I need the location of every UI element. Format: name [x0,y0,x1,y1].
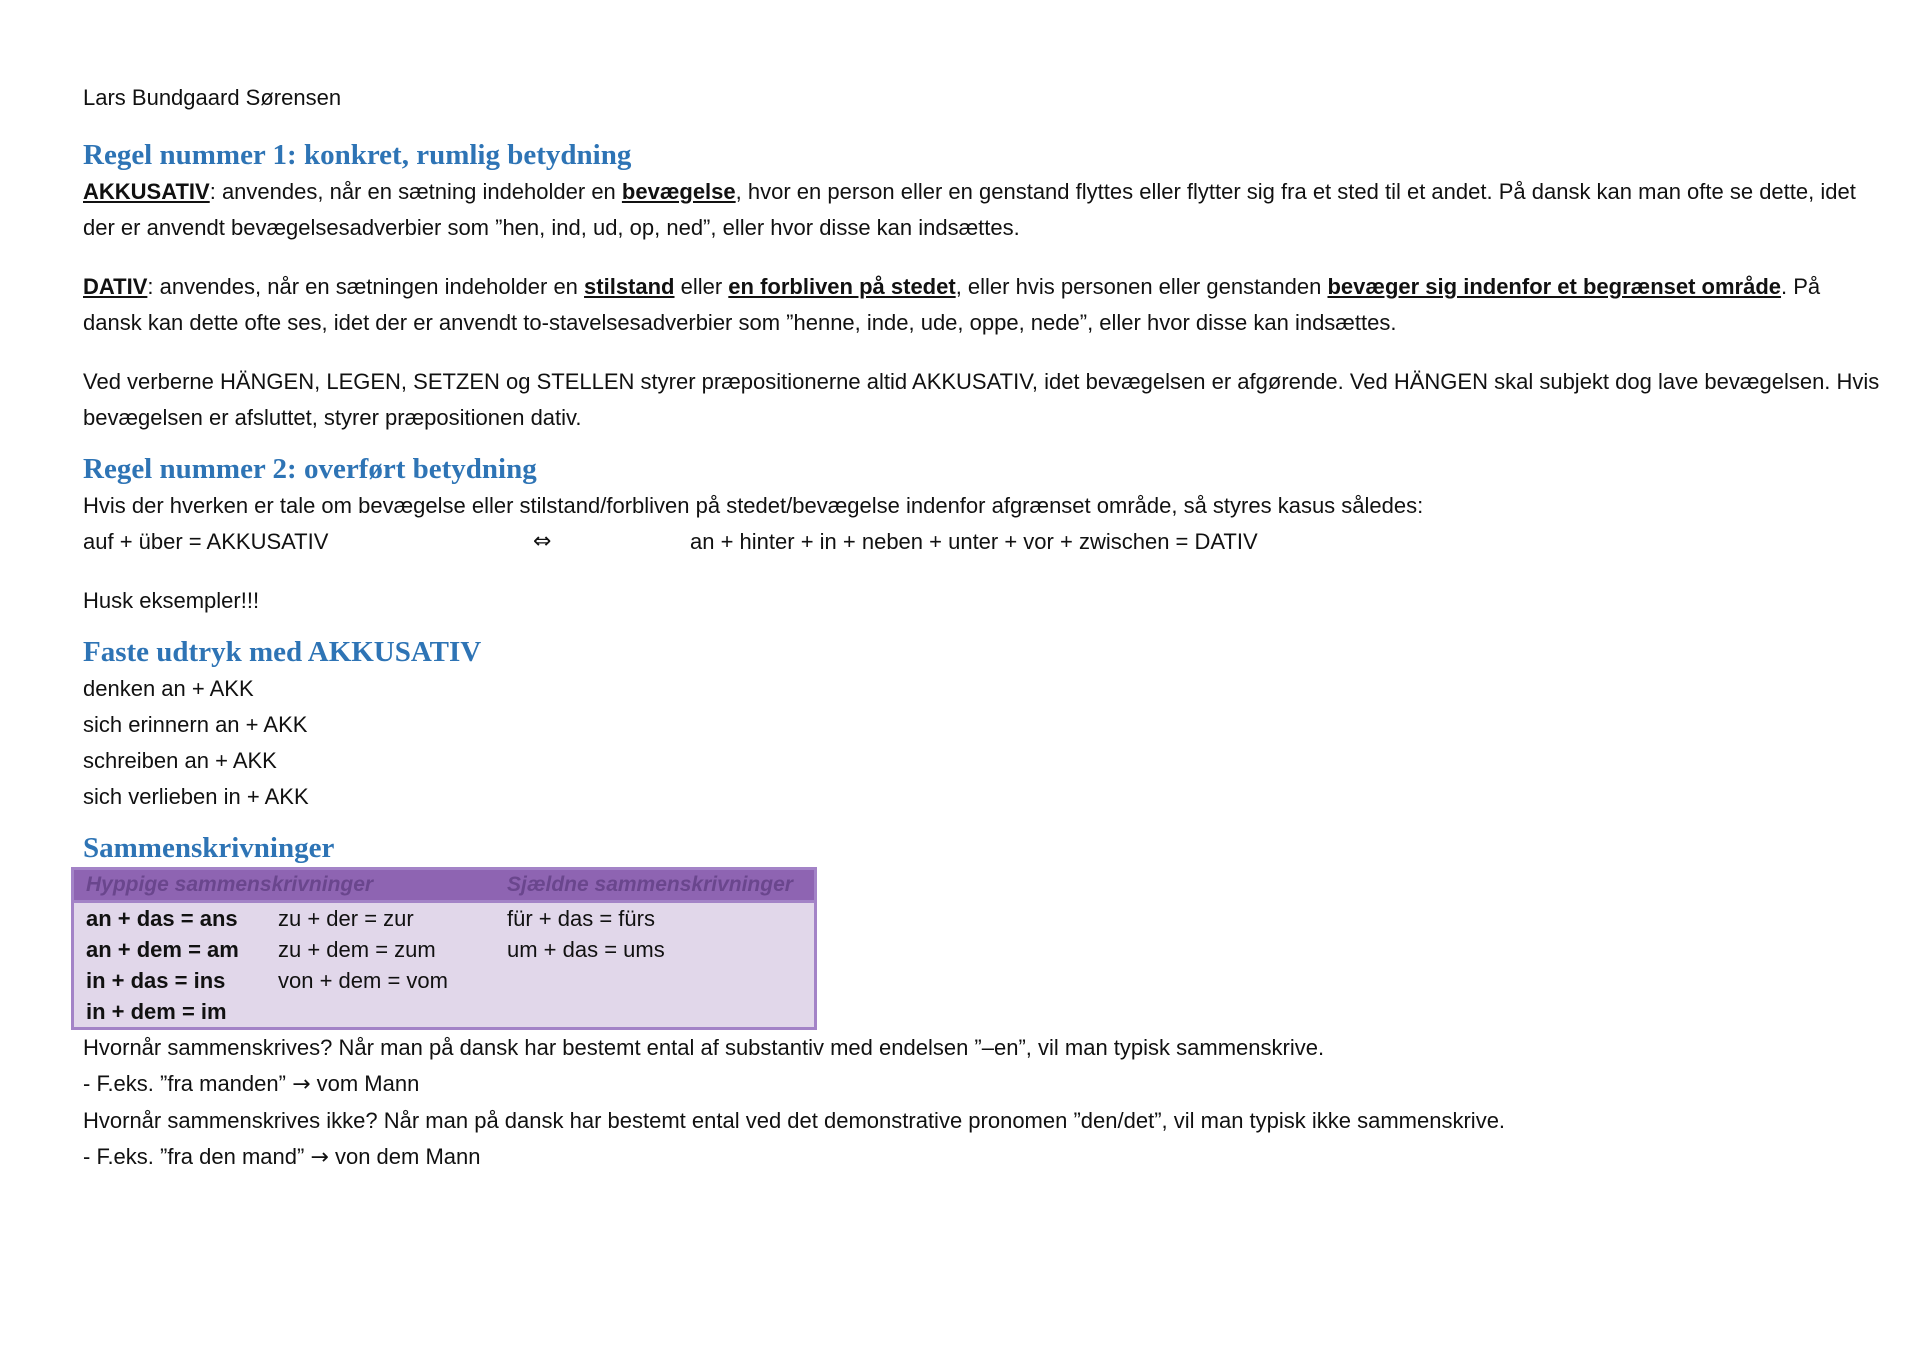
akkusativ-term: AKKUSATIV [83,179,210,204]
right-arrow-icon: → [310,1145,329,1170]
table-cell: in + das = ins [86,968,226,993]
example-2-text: - F.eks. ”fra den mand” [83,1144,311,1169]
header-frequent: Hyppige sammenskrivninger [73,869,496,902]
dativ-rule: an + hinter + in + neben + unter + vor + zwischen = DATIV [690,529,1258,554]
table-cell [266,996,495,1029]
when-contract: Hvornår sammenskrives? Når man på dansk har bestemt ental af substantiv med endelsen ”–en”, vil man typisk sammenskrive. [83,1035,1325,1060]
table-cell: in + dem = im [86,999,227,1024]
table-row [73,934,816,965]
document-page [83,80,1883,1176]
right-arrow-icon: → [292,1072,311,1097]
akkusativ-paragraph [83,174,1883,246]
dat-text-2: eller [674,274,729,299]
table-cell: an + das = ans [86,906,238,931]
akkusativ-rule: auf + über = AKKUSATIV [83,529,329,554]
example-1-result: vom Mann [310,1071,420,1096]
dat-keyword-stilstand: stilstand [584,274,675,299]
table-cell [495,996,816,1029]
dat-keyword-omraade: bevæger sig indenfor et begrænset område [1327,274,1782,299]
table-cell: von + dem = vom [278,968,448,993]
table-cell: zu + dem = zum [278,937,436,962]
dat-keyword-forbliven: en forbliven på stedet [728,274,956,299]
example-2 [83,1139,1883,1176]
double-arrow-icon: ⇔ [533,529,552,554]
table-cell: um + das = ums [507,937,665,962]
rule2-heading: Regel nummer 2: overført betydning [83,453,537,485]
fixed-item: sich erinnern an + AKK [83,712,308,737]
case-rule-row [83,524,1883,560]
fixed-item: denken an + AKK [83,676,254,701]
dativ-term: DATIV [83,274,148,299]
fixed-expressions-heading: Faste udtryk med AKKUSATIV [83,636,482,668]
table-cell: an + dem = am [86,937,239,962]
when-not-contract: Hvornår sammenskrives ikke? Når man på dansk har bestemt ental ved det demonstrative pronomen ”den/det”, vil man typisk ikke sammenskrive. [83,1108,1506,1133]
remember-note: Husk eksempler!!! [83,588,260,613]
verbs-note: Ved verberne HÄNGEN, LEGEN, SETZEN og STELLEN styrer præpositionerne altid AKKUSATIV, idet bevægelsen er afgørende. Ved HÄNGEN skal subjekt dog lave bevægelsen. Hvis bevægelsen er afsluttet, styrer præpositionen dativ. [83,369,1880,430]
contractions-heading: Sammenskrivninger [83,832,335,864]
dat-text-3: , eller hvis personen eller genstanden [955,274,1328,299]
fixed-item: schreiben an + AKK [83,748,277,773]
contractions-table [71,867,817,1030]
fixed-item: sich verlieben in + AKK [83,784,309,809]
header-rare: Sjældne sammenskrivninger [495,869,816,902]
rule1-heading: Regel nummer 1: konkret, rumlig betydning [83,139,632,171]
rule2-intro: Hvis der hverken er tale om bevægelse eller stilstand/forbliven på stedet/bevægelse indenfor afgrænset område, så styres kasus således: [83,493,1424,518]
akk-text-2: , hvor en person eller en genstand flyttes eller flytter sig fra et sted til et andet. På dansk kan man ofte se dette, idet der er anvendt bevægelsesadverbier som ”hen, ind, ud, op, ned”, eller hvor disse kan indsættes. [83,179,1856,240]
table-cell: zu + der = zur [278,906,414,931]
akk-text-1: : anvendes, når en sætning indeholder en [209,179,622,204]
table-cell [495,965,816,996]
table-row [73,996,816,1029]
example-1 [83,1066,1883,1103]
example-2-result: von dem Mann [328,1144,481,1169]
example-1-text: - F.eks. ”fra manden” [83,1071,293,1096]
author-name: Lars Bundgaard Sørensen [83,85,342,110]
table-row [73,965,816,996]
dat-text-4: . På dansk kan dette ofte ses, idet der er anvendt to-stavelsesadverbier som ”henne, inde, ude, oppe, nede”, eller hvor disse kan indsættes. [83,274,1821,335]
dativ-paragraph [83,269,1883,341]
table-row [73,902,816,935]
akk-keyword-bevaegelse: bevægelse [621,179,736,204]
table-header-row [73,869,816,902]
table-cell: für + das = fürs [507,906,655,931]
dat-text-1: : anvendes, når en sætningen indeholder en [147,274,585,299]
